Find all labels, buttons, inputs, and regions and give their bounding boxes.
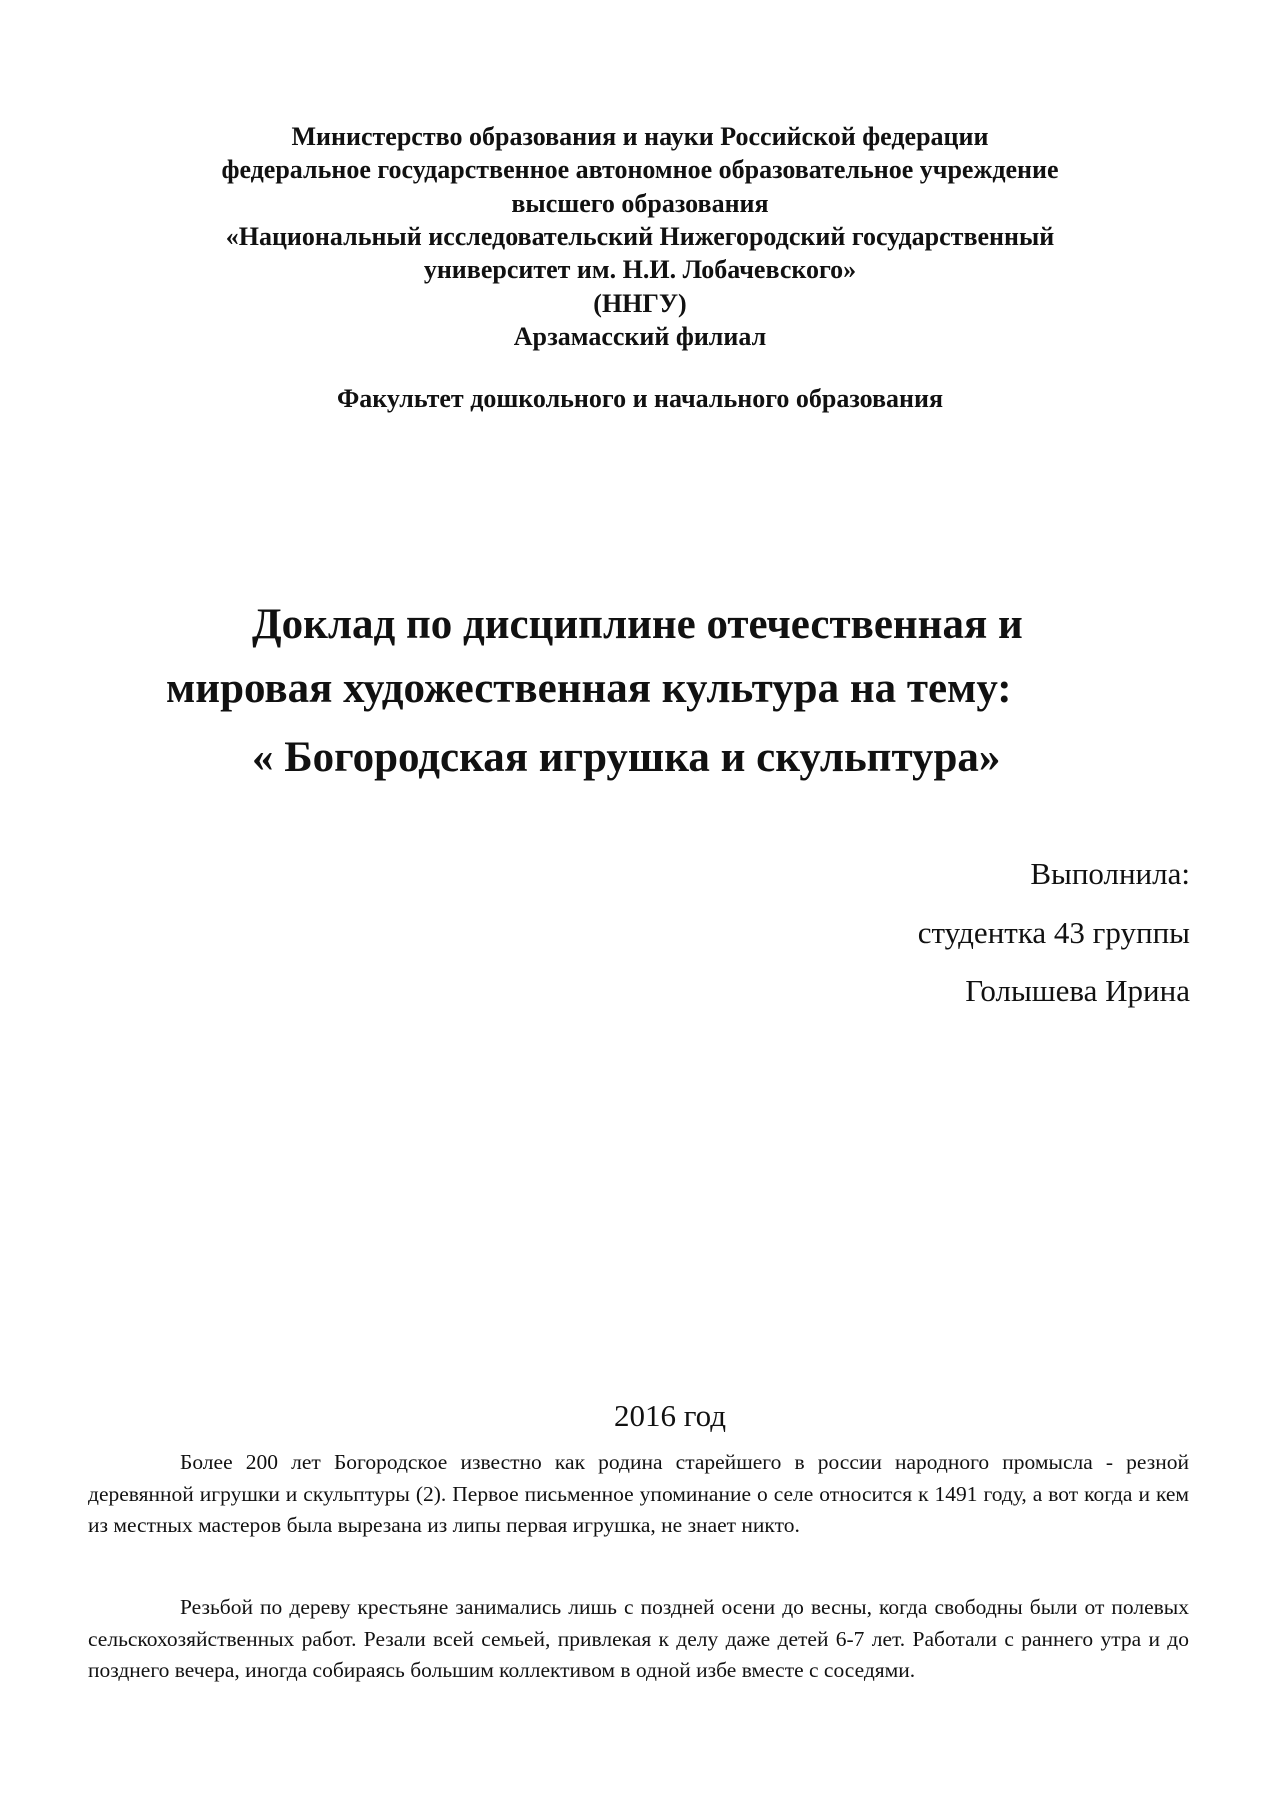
body-paragraph-2: Резьбой по дереву крестьяне занимались лишь с поздней осени до весны, когда свободны были от полевых сельскохозяйственных работ. Резали всей семьей, привлекая к делу даже детей 6-7 лет. Работали с раннего утра и до позднего вечера, иногда собираясь большим коллективом в одной избе вместе с соседями. [88, 1595, 1189, 1682]
university-abbreviation: (ННГУ) [593, 289, 687, 318]
report-topic: « Богородская игрушка и скульптура» [252, 734, 1001, 781]
education-level-heading: высшего образования [511, 189, 769, 218]
author-name: Голышева Ирина [965, 973, 1190, 1008]
institution-type-heading: федеральное государственное автономное образовательное учреждение [221, 155, 1059, 184]
year-label: 2016 год [613, 1398, 727, 1433]
author-group: студентка 43 группы [917, 915, 1190, 950]
faculty-heading: Факультет дошкольного и начального образования [336, 384, 944, 413]
body-paragraph-1: Более 200 лет Богородское известно как родина старейшего в россии народного промысла - резной деревянной игрушки и скульптуры (2). Первое письменное упоминание о селе относится к 1491 году, а вот когда и кем из местных мастеров была вырезана из липы первая игрушка, не знает никто. [88, 1450, 1189, 1537]
branch-heading: Арзамасский филиал [513, 322, 767, 351]
report-title-line1: Доклад по дисциплине отечественная и [252, 601, 1023, 648]
author-label: Выполнила: [1030, 856, 1190, 891]
report-title-line2: мировая художественная культура на тему: [166, 665, 1012, 712]
university-name-line2: университет им. Н.И. Лобачевского» [423, 255, 857, 284]
university-name-line1: «Национальный исследовательский Нижегородский государственный [225, 222, 1055, 251]
ministry-heading: Министерство образования и науки Российской федерации [291, 122, 989, 151]
